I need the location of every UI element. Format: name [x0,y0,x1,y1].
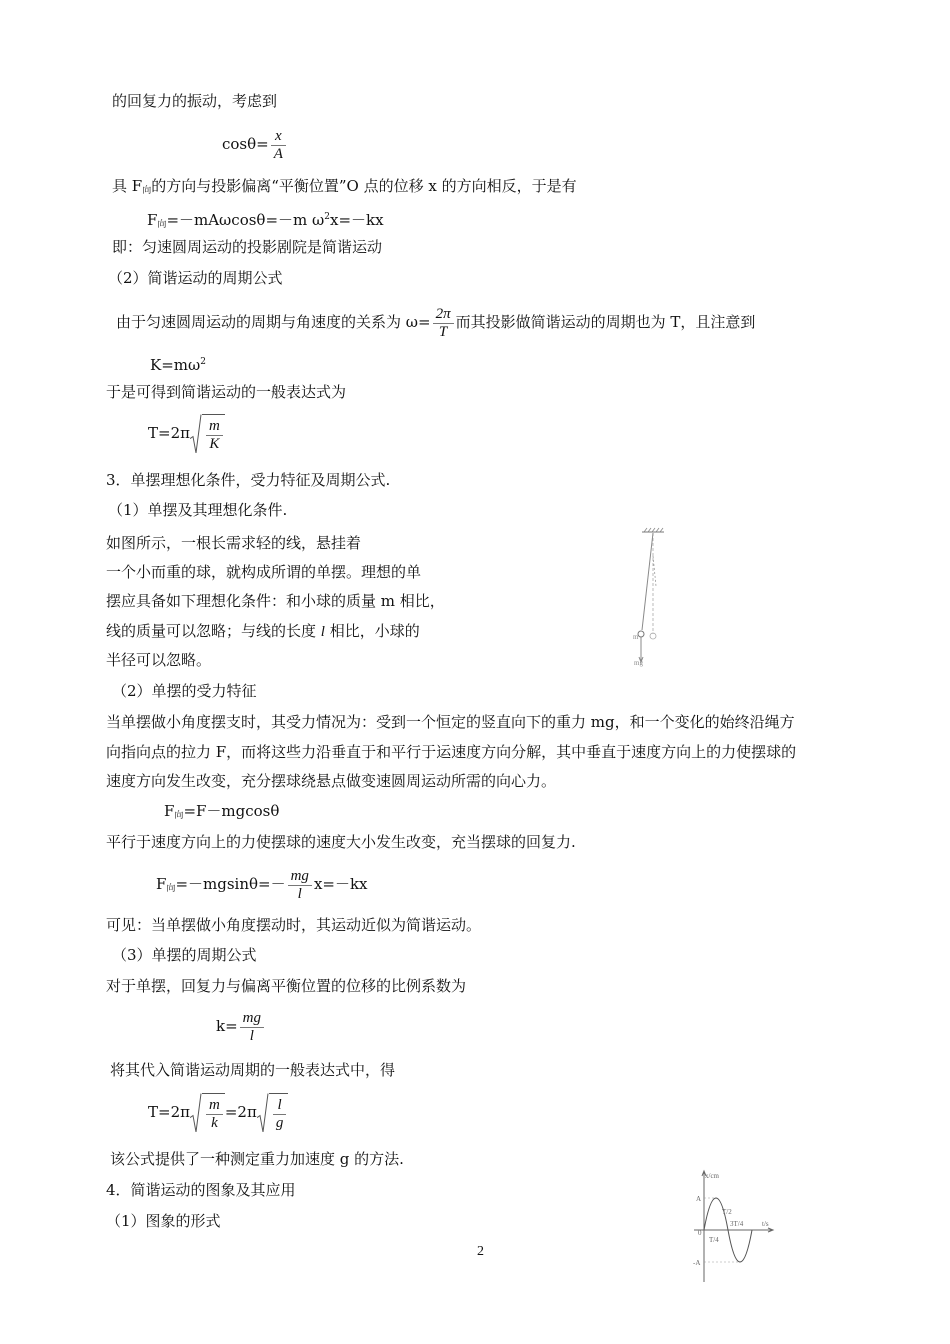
text-span: =－mgsinθ=－ [175,875,286,893]
superscript: 2 [324,212,330,222]
subscript: 向 [166,884,176,894]
text-span: 的方向与投影偏离“平衡位置”O 点的位移 x 的方向相反，于是有 [151,177,577,195]
text-span: F [164,802,175,820]
tick-label-a: A [696,1195,702,1203]
numerator: mg [288,868,312,886]
numerator: m [206,1097,223,1115]
text-span: T=2π [148,1103,190,1121]
text-line: 速度方向发生改变，充分摆球绕悬点做变速圆周运动所需的向心力。 [106,772,557,790]
denominator: T [438,323,448,340]
tick-label-half-period: T/2 [722,1208,732,1216]
text-line [116,302,755,342]
y-axis-label: x/cm [705,1172,719,1180]
x-axis-label: t/s [762,1220,769,1228]
pendulum-string [642,533,653,630]
text-line: 一个小而重的球，就构成所谓的单摆。理想的单 [106,563,422,581]
subheading: （1）单摆及其理想化条件. [108,501,288,519]
fraction [273,1097,287,1132]
formula-centripetal [164,801,279,826]
radical-sign [257,1093,269,1134]
text-line: 如图所示，一根长需求轻的线，悬挂着 [106,534,362,552]
denominator: A [273,145,283,162]
pendulum-bob [638,631,644,637]
swing-arc [653,556,656,586]
text-line: 平行于速度方向上的力使摆球的速度大小发生改变，充当摆球的回复力. [106,833,576,851]
radical-sign [190,1093,202,1134]
subheading: （1）图象的形式 [106,1212,221,1230]
text-span: F [156,875,167,893]
text-line: 的回复力的振动，考虑到 [112,92,278,110]
formula-pendulum-period [148,1092,288,1134]
square-root [190,414,225,455]
formula-text: cosθ= [222,135,269,153]
fraction [433,306,454,341]
text-line [112,176,577,201]
radicand [202,414,225,455]
tick-label-quarter-period: T/4 [709,1236,719,1244]
fraction [206,418,223,453]
weight-label: mg [634,659,643,667]
denominator: g [275,1115,284,1131]
text-line: 可见：当单摆做小角度摆动时，其运动近似为简谐运动。 [106,916,482,934]
text-span: 线的质量可以忽略；与线的长度 [106,622,321,640]
formula-k-coefficient [216,1006,266,1046]
numerator: mg [240,1010,264,1028]
superscript: 2 [200,357,206,367]
page-number: 2 [477,1244,484,1259]
fraction [271,128,286,163]
text-line: 该公式提供了一种测定重力加速度 g 的方法. [110,1150,404,1168]
text-span: x=－kx [329,211,384,229]
formula-cos [222,124,288,164]
subheading: （3）单摆的周期公式 [112,946,257,964]
radical-sign [190,414,202,455]
formula-restoring [156,864,368,909]
radicand [202,1093,225,1134]
fraction [288,868,312,903]
radicand [269,1093,289,1134]
text-span: x=－kx [313,875,368,893]
text-span: F [147,211,158,229]
fraction [206,1097,223,1132]
formula-k [150,352,206,375]
fraction [240,1010,264,1045]
subscript: 向 [157,220,167,230]
text-line: 半径可以忽略。 [106,651,212,669]
numerator: 2π [433,306,454,324]
pendulum-figure [620,526,680,672]
text-line: 摆应具备如下理想化条件：和小球的质量 m 相比， [106,592,445,610]
section-heading: 3．单摆理想化条件，受力特征及周期公式. [106,471,391,489]
subheading: （2）简谐运动的周期公式 [108,269,283,287]
tick-label-neg-a: -A [693,1259,701,1267]
section-heading: 4．简谐运动的图象及其应用 [106,1181,296,1199]
text-span: 而其投影做简谐运动的周期也为 T，且注意到 [455,313,756,331]
text-span: 相比，小球的 [324,622,420,640]
denominator: K [209,436,220,452]
italic-var: l [320,624,325,640]
denominator: l [249,1027,254,1044]
numerator: x [271,128,286,146]
text-span: =F－mgcosθ [183,802,280,820]
text-line: 向指向点的拉力 F，而将这些力沿垂直于和平行于运速度方向分解，其中垂直于速度方向上的力使摆球的 [106,743,797,761]
text-line: 于是可得到简谐运动的一般表达式为 [106,383,347,401]
square-root [257,1093,289,1134]
ceiling-hatch [644,528,663,532]
text-line: 将其代入简谐运动周期的一般表达式中，得 [110,1061,396,1079]
denominator: l [297,885,302,902]
text-span: k= [216,1017,238,1035]
numerator: m [206,418,223,436]
numerator: l [273,1097,287,1115]
formula-f [147,207,384,235]
text-span: =2π [224,1103,257,1121]
text-span: T=2π [148,424,190,442]
text-span: 具 F [112,177,143,195]
denominator: k [211,1115,218,1131]
text-line [106,621,420,642]
text-span: 由于匀速圆周运动的周期与角速度的关系为 ω= [116,313,431,331]
square-root [190,1093,225,1134]
subheading: （2）单摆的受力特征 [112,682,257,700]
subscript: 向 [142,186,152,196]
formula-period [148,413,225,455]
text-span: =－mAωcosθ=－m ω [166,211,325,229]
origin-label: 0 [698,1229,702,1237]
shm-graph-figure [688,1164,780,1284]
text-line: 即：匀速圆周运动的投影剧院是简谐运动 [112,238,383,256]
subscript: 向 [174,811,184,821]
text-line: 当单摆做小角度摆支时，其受力情况为：受到一个恒定的竖直向下的重力 mg，和一个变化的始终沿绳方 [106,713,795,731]
tick-label-three-quarter-period: 3T/4 [730,1220,744,1228]
text-line: 对于单摆，回复力与偏离平衡位置的位移的比例系数为 [106,977,467,995]
text-span: K=mω [150,356,201,374]
mass-label: m [633,633,639,641]
